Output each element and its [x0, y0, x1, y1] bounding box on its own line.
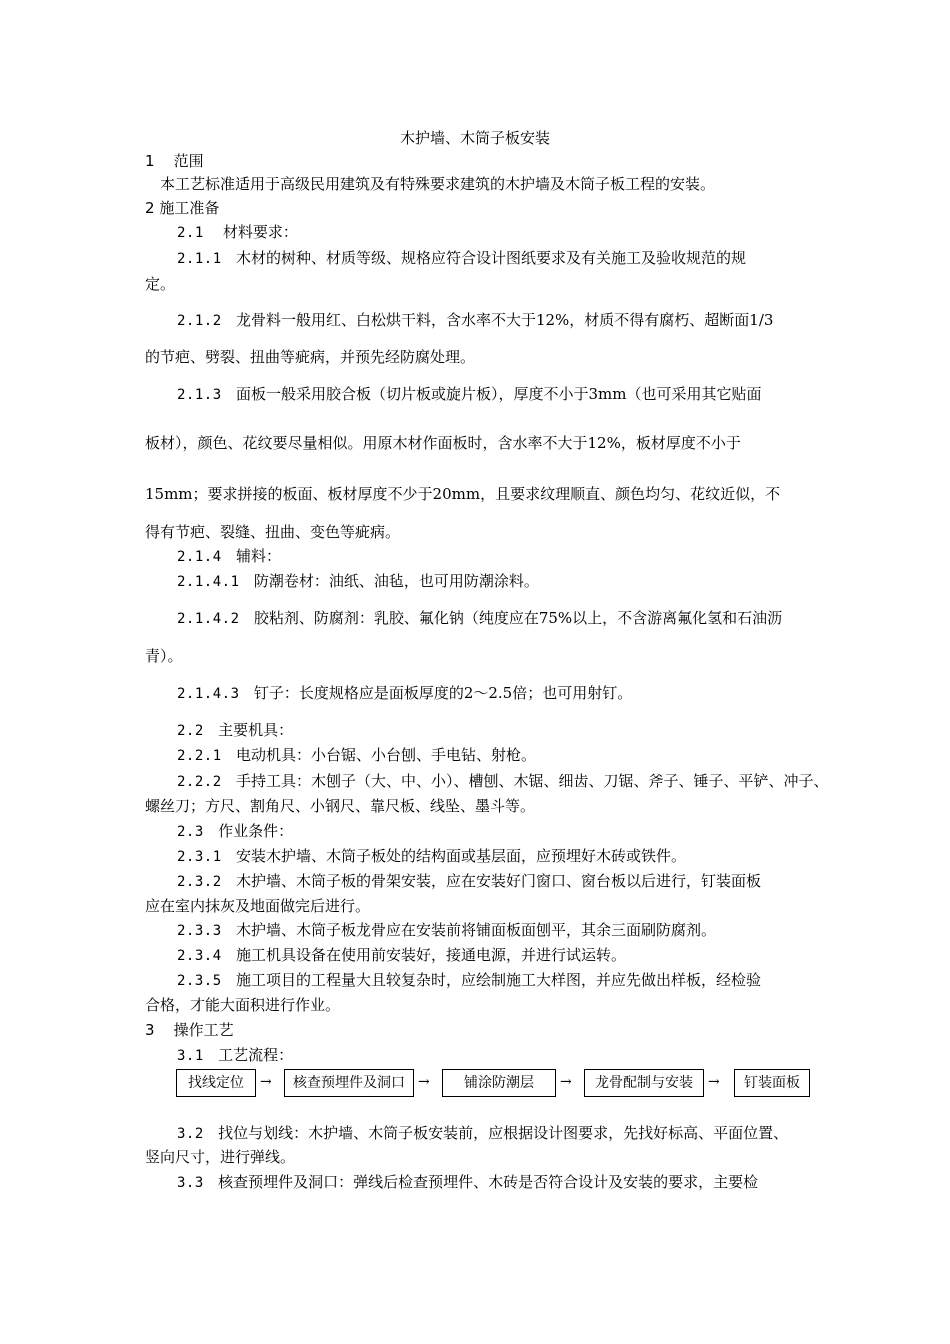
- section-1: 1 范围: [145, 152, 204, 170]
- item-2-2-2: 2.2.2 手持工具：木刨子（大、中、小）、槽刨、木锯、细齿、刀锯、斧子、锤子、平铲、冲子、: [177, 772, 829, 790]
- flow-arrow: →: [418, 1074, 430, 1090]
- item-2-1-4-2: 2.1.4.2 胶粘剂、防腐剂：乳胶、氟化钠（纯度应在75%以上，不含游离氟化氢和石油沥: [177, 609, 783, 627]
- document-title: 木护墙、木筒子板安装: [399, 129, 550, 147]
- subsection-2-3: 2.3 作业条件：: [177, 822, 294, 840]
- item-2-3-3: 2.3.3 木护墙、木筒子板龙骨应在安装前将铺面板面刨平，其余三面刷防腐剂。: [177, 921, 716, 939]
- item-continuation: 应在室内抹灰及地面做完后进行。: [145, 897, 371, 915]
- subsection-3-2: 3.2 找位与划线：木护墙、木筒子板安装前，应根据设计图要求，先找好标高、平面位置、: [177, 1124, 789, 1142]
- item-2-1-2: 2.1.2 龙骨料一般用红、白松烘干料，含水率不大于12%，材质不得有腐朽、超断面1/3: [177, 311, 774, 329]
- flow-arrow: →: [260, 1074, 272, 1090]
- item-2-3-5: 2.3.5 施工项目的工程量大且较复杂时，应绘制施工大样图，并应先做出样板，经检验: [177, 971, 761, 989]
- flow-arrow: →: [560, 1074, 572, 1090]
- item-continuation: 定。: [145, 275, 176, 293]
- item-continuation: 青）。: [145, 647, 183, 665]
- item-2-2-1: 2.2.1 电动机具：小台锯、小台刨、手电钻、射枪。: [177, 746, 536, 764]
- flow-step-1: 找线定位: [176, 1069, 256, 1097]
- flow-step-2: 核查预埋件及洞口: [284, 1069, 414, 1097]
- item-2-3-1: 2.3.1 安装木护墙、木筒子板处的结构面或基层面，应预埋好木砖或铁件。: [177, 847, 686, 865]
- item-continuation: 的节疤、劈裂、扭曲等疵病，并预先经防腐处理。: [145, 348, 476, 366]
- subsection-2-1: 2.1 材料要求：: [177, 223, 298, 241]
- flow-step-4: 龙骨配制与安装: [584, 1069, 704, 1097]
- item-2-3-2: 2.3.2 木护墙、木筒子板的骨架安装，应在安装好门窗口、窗台板以后进行，钉装面板: [177, 872, 761, 890]
- item-continuation: 15mm；要求拼接的板面、板材厚度不少于20mm，且要求纹理顺直、颜色均匀、花纹近似，不: [145, 485, 781, 503]
- item-2-1-4: 2.1.4 辅料：: [177, 547, 281, 565]
- item-continuation: 合格，才能大面积进行作业。: [145, 996, 341, 1014]
- item-2-1-4-1: 2.1.4.1 防潮卷材：油纸、油毡，也可用防潮涂料。: [177, 572, 539, 590]
- subsection-3-1: 3.1 工艺流程：: [177, 1046, 294, 1064]
- item-continuation: 得有节疤、裂缝、扭曲、变色等疵病。: [145, 523, 401, 541]
- item-continuation: 板材），颜色、花纹要尽量相似。用原木材作面板时，含水率不大于12%，板材厚度不小于: [145, 434, 741, 452]
- subsection-3-3: 3.3 核查预埋件及洞口：弹线后检查预埋件、木砖是否符合设计及安装的要求，主要检: [177, 1173, 759, 1191]
- paragraph: 本工艺标准适用于高级民用建筑及有特殊要求建筑的木护墙及木筒子板工程的安装。: [160, 175, 716, 193]
- item-2-3-4: 2.3.4 施工机具设备在使用前安装好，接通电源，并进行试运转。: [177, 946, 626, 964]
- section-3: 3 操作工艺: [145, 1021, 234, 1039]
- flow-arrow: →: [708, 1074, 720, 1090]
- subsection-2-2: 2.2 主要机具：: [177, 721, 294, 739]
- item-2-1-4-3: 2.1.4.3 钉子：长度规格应是面板厚度的2～2.5倍；也可用射钉。: [177, 684, 633, 702]
- item-continuation: 螺丝刀；方尺、割角尺、小钢尺、靠尺板、线坠、墨斗等。: [145, 797, 536, 815]
- flow-step-5: 钉装面板: [734, 1069, 810, 1097]
- item-continuation: 竖向尺寸，进行弹线。: [145, 1148, 296, 1166]
- item-2-1-1: 2.1.1 木材的树种、材质等级、规格应符合设计图纸要求及有关施工及验收规范的规: [177, 249, 746, 267]
- item-2-1-3: 2.1.3 面板一般采用胶合板（切片板或旋片板），厚度不小于3mm（也可采用其它贴面: [177, 385, 762, 403]
- flow-step-3: 铺涂防潮层: [442, 1069, 556, 1097]
- section-2: 2 施工准备: [145, 199, 220, 217]
